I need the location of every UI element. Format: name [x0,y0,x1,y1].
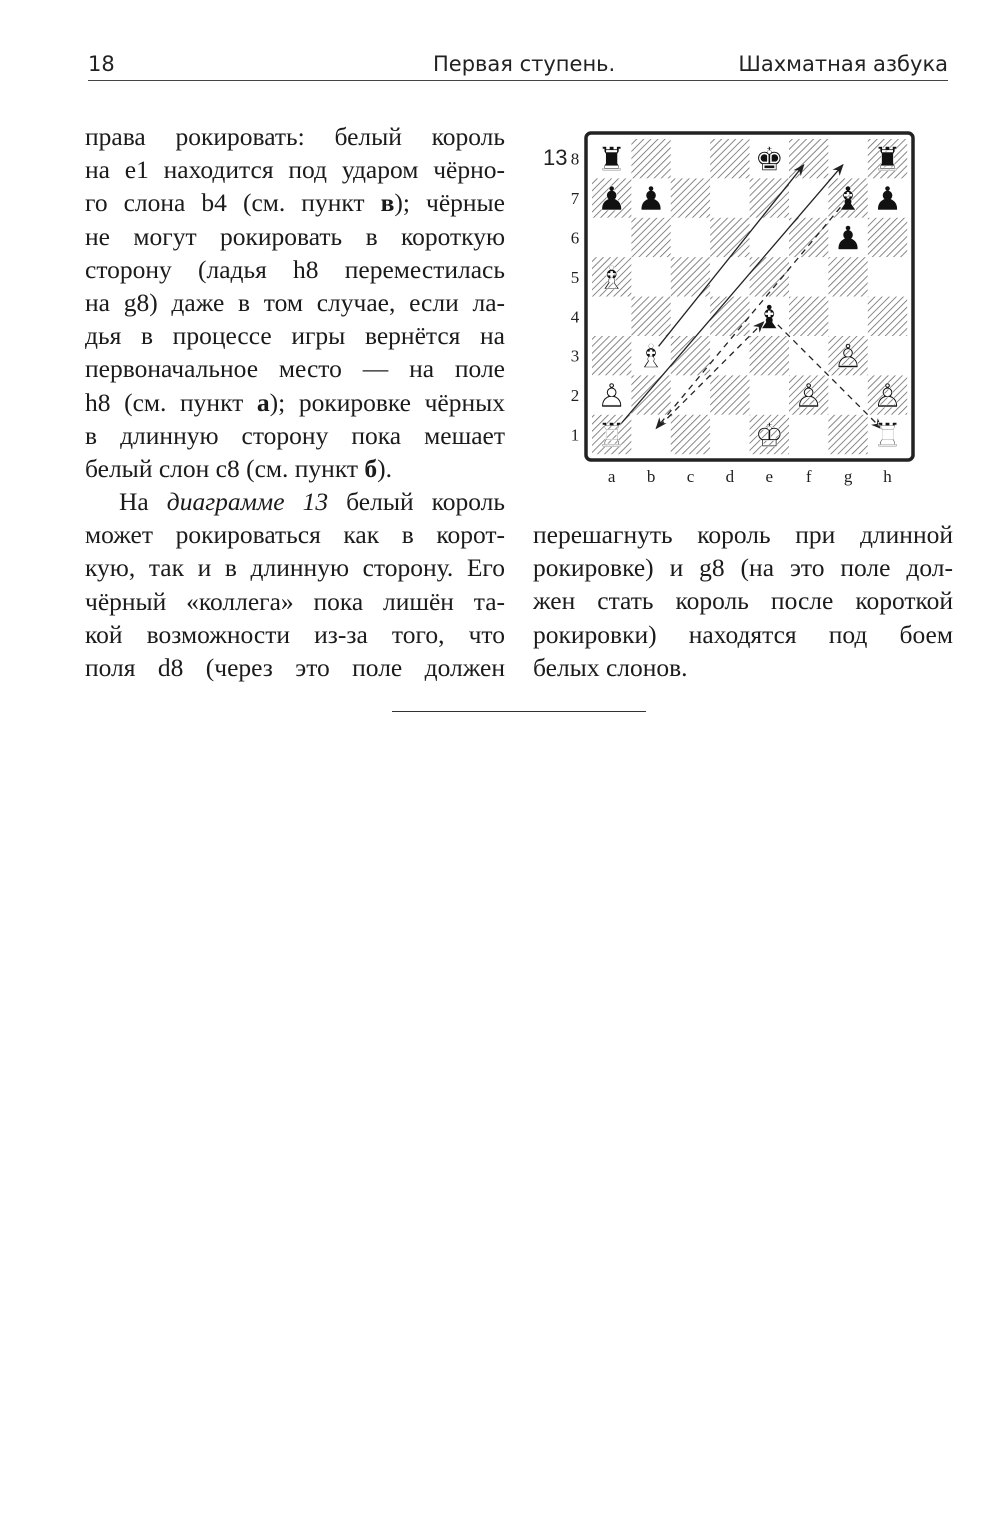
black-pawn-h7: ♟ [872,179,903,219]
paragraph-diagram-13-right [533,518,953,684]
page-header [88,48,948,81]
square-h3 [868,336,907,375]
file-label-h: h [883,467,892,486]
paragraph-diagram-13-left [85,485,505,684]
white-pawn-f2: ♙ [793,376,824,416]
white-bishop-a5: ♗ [596,257,627,297]
text-line: может рокироваться как в корот- [85,520,505,550]
text-line: на e1 находится под ударом чёрно- [85,155,505,185]
black-pawn-g6: ♟ [833,218,863,258]
file-label-c: c [686,467,695,486]
text-line: сторону (ладья h8 переместилась [85,254,505,284]
section-divider [392,711,646,712]
square-d4 [710,297,749,336]
square-d5 [710,257,749,296]
square-c6 [671,218,710,257]
white-pawn-g3: ♙ [833,336,863,376]
square-a4 [592,297,631,336]
square-c8 [671,139,710,178]
chess-diagram-13 [530,125,930,495]
text-line: перешагнуть король при длинной [533,520,953,549]
white-bishop-b3: ♗ [636,336,666,376]
rank-labels [571,150,580,445]
running-title-section: Первая ступень. [433,52,616,76]
square-d2 [710,375,749,414]
text-line: кую, так и в длинную сторону. Его [85,553,505,583]
white-king-e1: ♔ [754,415,785,455]
rank-label-8: 8 [570,149,580,169]
file-label-e: e [765,467,774,486]
text-line: На диаграмме 13 белый король [119,487,506,516]
square-f5 [789,257,828,296]
text-line: рокировке) и g8 (на это поле дол- [533,553,953,583]
black-rook-a8: ♜ [596,139,627,179]
rank-label-5: 5 [570,267,580,287]
square-e3 [750,336,789,375]
square-b2 [631,375,670,414]
rank-label-4: 4 [570,307,580,327]
rank-label-7: 7 [570,189,580,209]
text-line: белых слонов. [533,652,688,682]
rank-label-6: 6 [570,228,580,248]
white-pawn-a2: ♙ [596,376,627,416]
text-line: чёрный «коллега» пока лишён та- [85,586,505,616]
black-pawn-a7: ♟ [596,179,627,219]
square-b8 [631,139,670,178]
text-line: в длинную сторону пока мешает [85,420,505,450]
page-number: 18 [88,52,115,76]
square-h5 [868,257,907,296]
file-label-d: d [725,467,735,486]
square-b6 [631,218,670,257]
text-line: дья в процессе игры вернётся на [85,321,505,351]
square-g1 [828,415,867,454]
black-bishop-e4: ♝ [754,297,785,337]
rank-label-1: 1 [570,425,580,445]
square-d1 [710,415,749,454]
square-f4 [789,297,828,336]
square-a3 [592,336,631,375]
white-pawn-h2: ♙ [872,376,903,416]
square-g5 [828,257,867,296]
text-line: жен стать король после короткой [533,586,953,616]
square-b5 [631,257,670,296]
square-d6 [710,218,749,257]
white-rook-h1: ♖ [872,415,903,455]
text-line: поля d8 (через это поле должен [85,653,505,683]
text-line: первоначальное место — на поле [85,354,505,384]
square-f7 [789,178,828,217]
paragraph-castling-rights [85,120,505,485]
file-label-f: f [805,467,812,486]
rank-label-3: 3 [570,346,580,366]
white-rook-a1: ♖ [596,415,627,455]
square-b1 [631,415,670,454]
square-g4 [828,297,867,336]
square-a6 [592,218,631,257]
square-b4 [631,297,670,336]
text-line: кой возможности из-за того, что [85,619,505,649]
square-c4 [671,297,710,336]
square-f1 [789,415,828,454]
black-pawn-b7: ♟ [636,179,666,219]
square-h6 [868,218,907,257]
square-c7 [671,178,710,217]
square-e7 [750,178,789,217]
square-c1 [671,415,710,454]
square-e2 [750,375,789,414]
text-line: не могут рокировать в короткую [85,221,505,251]
file-label-b: b [646,467,656,486]
text-line: го слона b4 (см. пункт в); чёрные [85,188,505,218]
square-h4 [868,297,907,336]
file-labels [608,467,892,486]
rank-label-2: 2 [570,386,580,406]
file-label-a: a [607,467,616,486]
square-f8 [789,139,828,178]
text-line: права рокировать: белый король [85,122,505,151]
square-f6 [789,218,828,257]
running-title-chapter: Шахматная азбука [738,52,948,76]
text-line: h8 (см. пункт а); рокировке чёрных [85,387,505,417]
black-bishop-g7: ♝ [833,179,863,219]
diagram-number: 13 [543,145,568,170]
square-g8 [828,139,867,178]
black-rook-h8: ♜ [872,139,903,179]
square-c5 [671,257,710,296]
text-line: белый слон с8 (см. пункт б). [85,454,393,484]
text-line: на g8) даже в том случае, если ла- [85,288,505,318]
square-d8 [710,139,749,178]
square-d7 [710,178,749,217]
file-label-g: g [843,467,853,486]
black-king-e8: ♚ [754,139,785,179]
text-line: рокировки) находятся под боем [533,619,953,649]
